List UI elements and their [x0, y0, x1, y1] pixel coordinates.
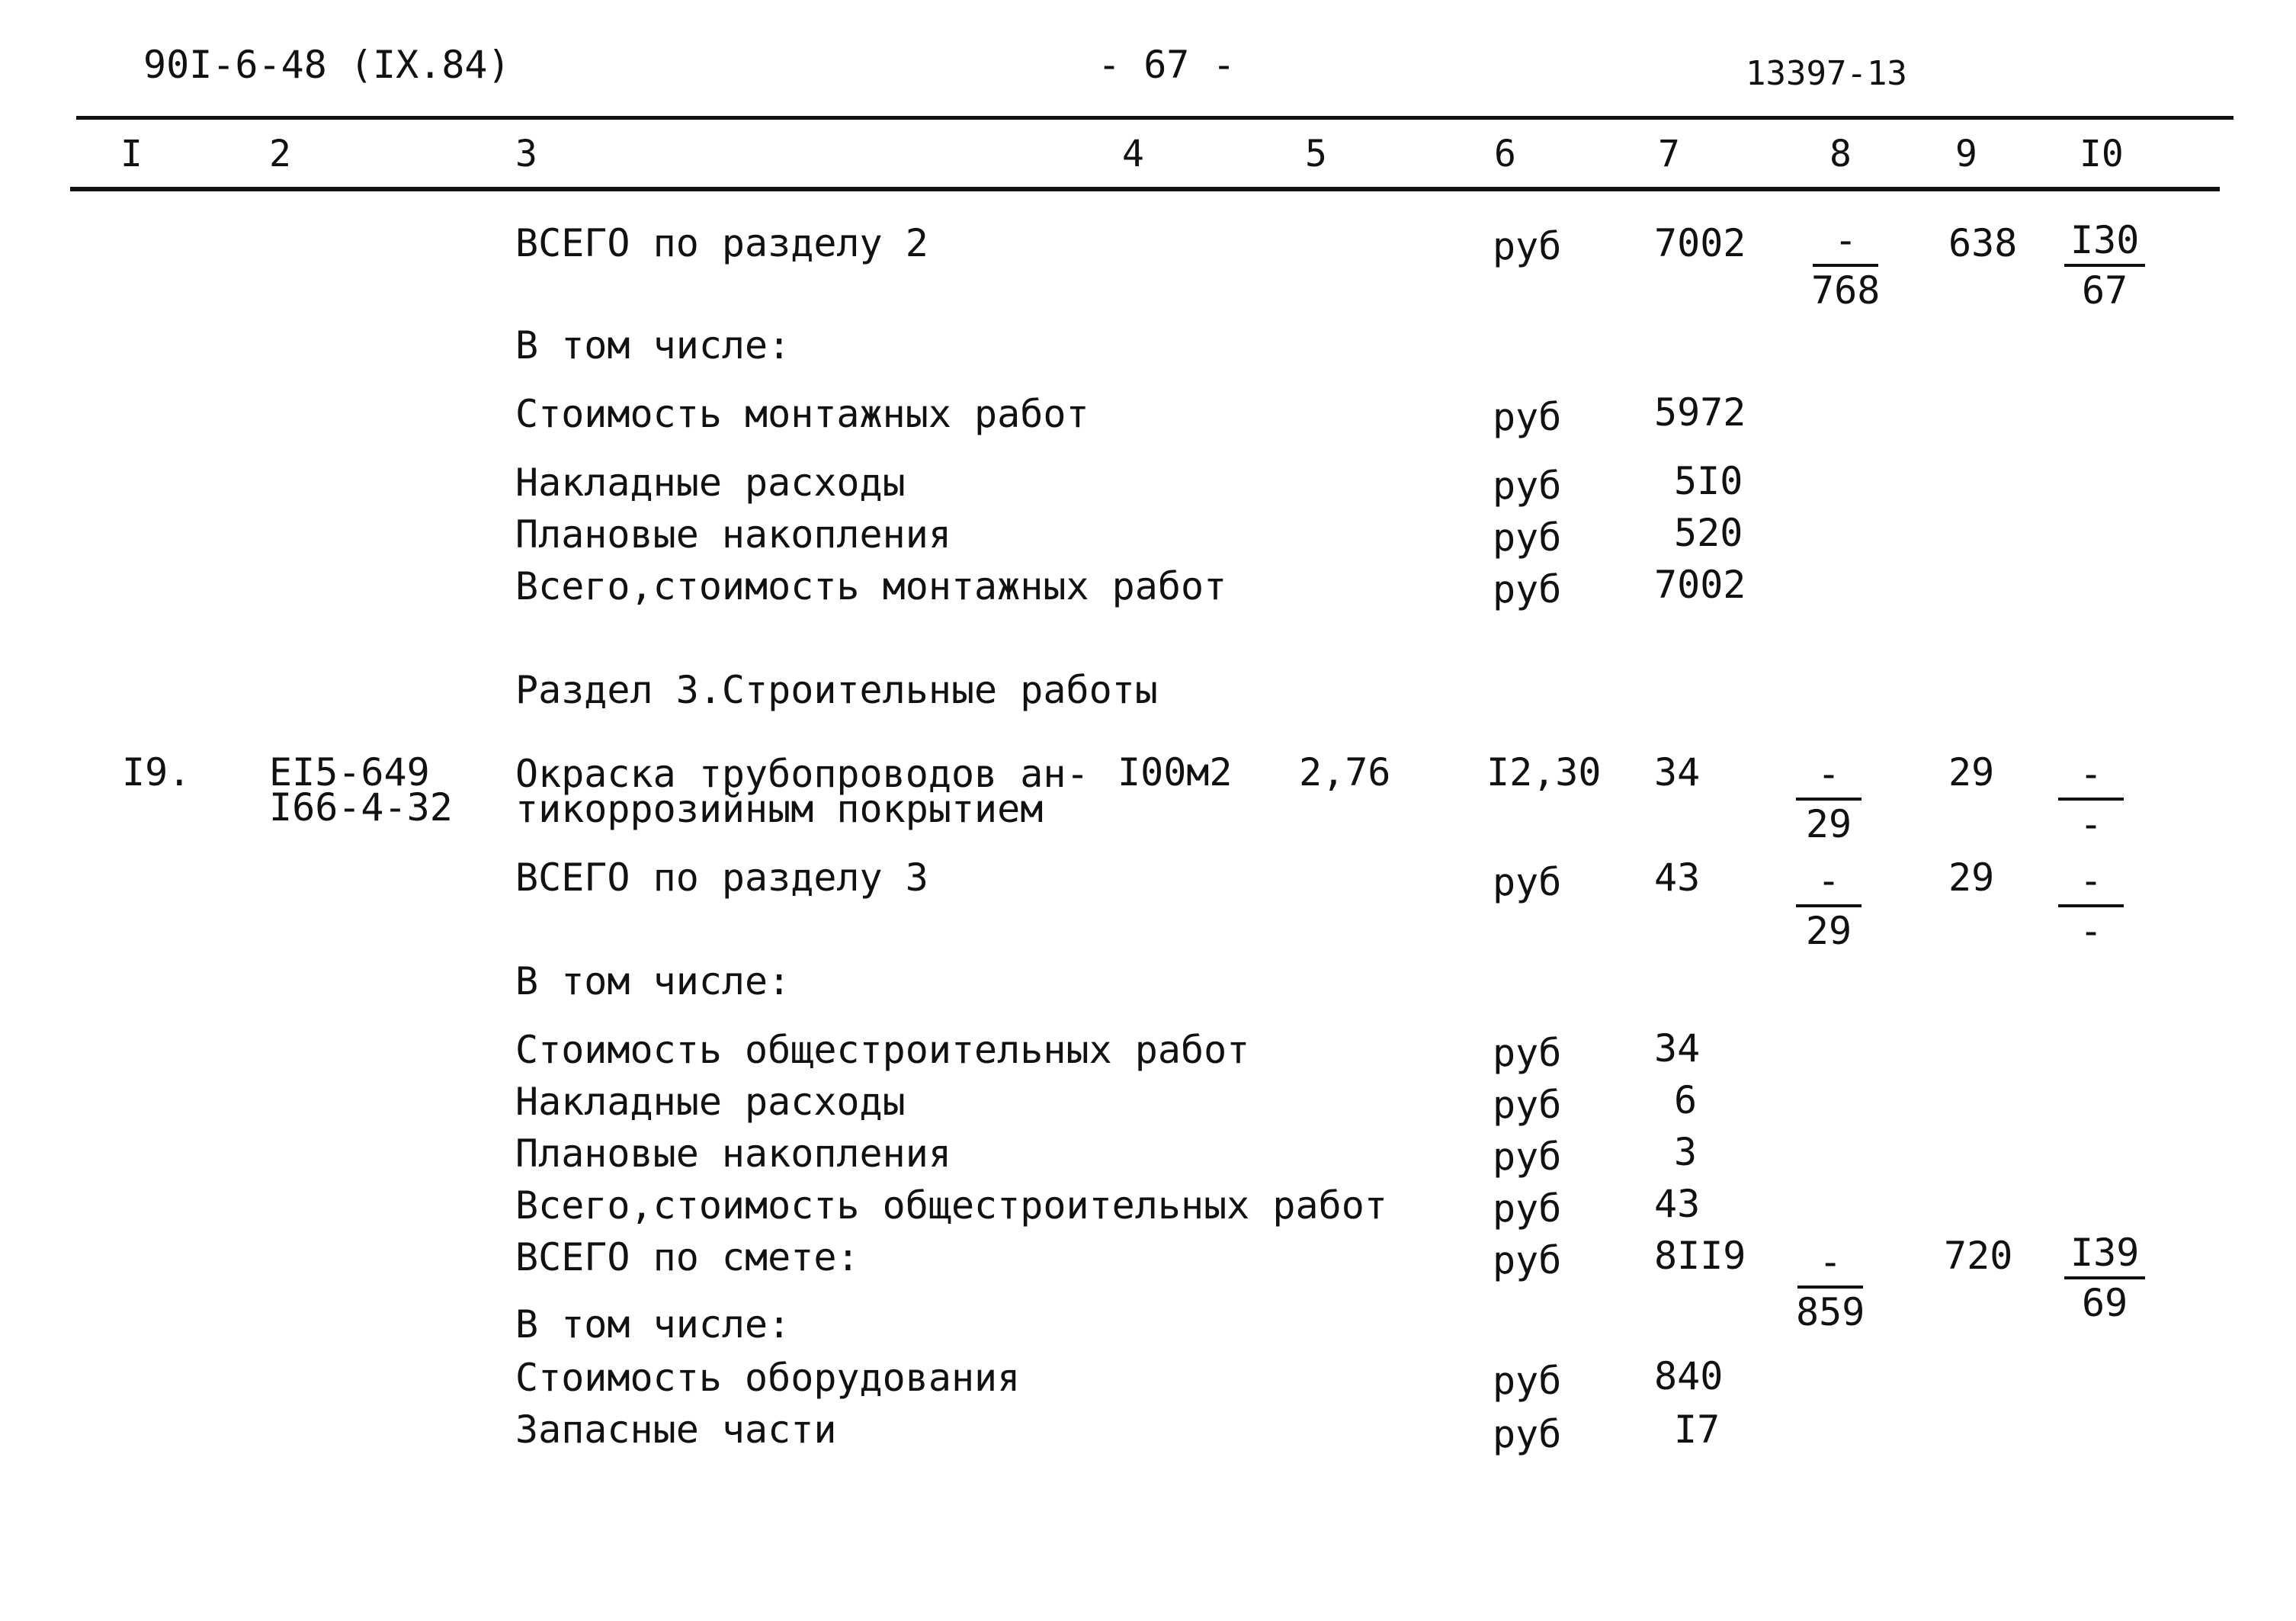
fraction-numerator: - [1796, 755, 1861, 801]
section3-total-col7: 43 [1654, 855, 1701, 900]
fraction-numerator: - [1797, 1243, 1863, 1289]
column-header-6: 6 [1494, 133, 1516, 175]
fraction-numerator: I30 [2064, 221, 2145, 267]
section2-row-label: Накладные расходы [515, 461, 906, 505]
item-price: I2,30 [1486, 750, 1602, 794]
section2-row-unit: руб [1493, 567, 1562, 611]
section3-row-unit: руб [1493, 1083, 1562, 1127]
column-header-4: 4 [1122, 133, 1144, 175]
fraction-denominator: 29 [1805, 909, 1852, 953]
item-number: I9. [122, 750, 191, 794]
page-number: - 67 - [1098, 43, 1236, 87]
item-unit: I00м2 [1118, 750, 1233, 794]
fraction-denominator: 768 [1811, 268, 1881, 313]
fraction-numerator: I39 [2064, 1234, 2145, 1279]
section3-row-label: Накладные расходы [515, 1080, 906, 1124]
item-description-line1: Окраска трубопроводов ан- [515, 752, 1089, 796]
estimate-row-unit: руб [1493, 1359, 1562, 1403]
section2-row-value: 7002 [1654, 563, 1746, 607]
estimate-total-col9: 720 [1944, 1234, 2013, 1278]
fraction-denominator: 859 [1796, 1290, 1865, 1334]
section3-total-col10 [2058, 859, 2124, 953]
section2-total-col8 [1811, 218, 1881, 313]
section3-total-unit: руб [1493, 860, 1562, 904]
estimate-row-value: I7 [1674, 1408, 1720, 1452]
item-col9: 29 [1948, 750, 1995, 794]
fraction-denominator: - [2079, 802, 2103, 846]
estimate-row-label: Запасные части [515, 1408, 837, 1452]
column-header-9: 9 [1955, 133, 1977, 175]
section2-row-value: 5972 [1654, 390, 1746, 435]
fraction-denominator: 67 [2082, 268, 2128, 313]
estimate-total-col7: 8II9 [1654, 1234, 1746, 1278]
estimate-total-col8 [1796, 1240, 1865, 1334]
column-header-7: 7 [1658, 133, 1680, 175]
estimate-row-unit: руб [1493, 1412, 1562, 1456]
section2-row-value: 5I0 [1674, 459, 1743, 503]
section3-row-value: 34 [1654, 1026, 1701, 1071]
section2-breakdown-heading: В том числе: [515, 323, 791, 368]
section2-row-unit: руб [1493, 464, 1562, 508]
estimate-row-label: Стоимость оборудования [515, 1356, 1021, 1400]
section2-total-col9: 638 [1948, 221, 2018, 265]
fraction-denominator: - [2079, 909, 2103, 953]
section3-row-value: 6 [1674, 1078, 1698, 1122]
column-header-2: 2 [269, 133, 291, 175]
column-header-8: 8 [1829, 133, 1852, 175]
section3-row-value: 43 [1654, 1182, 1701, 1226]
section2-row-label: Стоимость монтажных работ [515, 392, 1089, 436]
estimate-total-unit: руб [1493, 1238, 1562, 1282]
fraction-numerator: - [2058, 862, 2124, 907]
section3-row-unit: руб [1493, 1186, 1562, 1231]
estimate-total-label: ВСЕГО по смете: [515, 1235, 860, 1279]
item-code-line2: I66-4-32 [269, 785, 453, 830]
section3-total-col8 [1796, 859, 1861, 953]
item-quantity: 2,76 [1299, 750, 1391, 794]
item-col7: 34 [1654, 750, 1701, 794]
section3-row-label: Плановые накопления [515, 1131, 951, 1176]
document-number: 13397-13 [1746, 54, 1907, 93]
section3-breakdown-heading: В том числе: [515, 959, 791, 1003]
section2-row-unit: руб [1493, 515, 1562, 560]
section3-row-label: Всего,стоимость общестроительных работ [515, 1183, 1387, 1228]
section2-row-value: 520 [1674, 511, 1743, 555]
section2-total-col7: 7002 [1654, 221, 1746, 265]
section3-row-unit: руб [1493, 1135, 1562, 1179]
document-code: 90I-6-48 (IX.84) [143, 43, 511, 87]
column-header-10: I0 [2080, 133, 2124, 175]
fraction-denominator: 69 [2082, 1281, 2128, 1325]
column-header-5: 5 [1305, 133, 1327, 175]
section3-total-col9: 29 [1948, 855, 1995, 900]
fraction-numerator: - [1796, 862, 1861, 907]
item-description-line2: тикоррозийным покрытием [515, 787, 1044, 831]
section2-total-col10 [2064, 218, 2145, 313]
column-header-3: 3 [515, 133, 537, 175]
section3-row-value: 3 [1674, 1130, 1698, 1174]
column-header-1: I [120, 133, 143, 175]
section2-total-unit: руб [1493, 224, 1562, 268]
item-col10 [2058, 752, 2124, 846]
section3-row-label: Стоимость общестроительных работ [515, 1028, 1250, 1072]
item-col8 [1796, 752, 1861, 846]
section2-row-label: Плановые накопления [515, 512, 951, 557]
section3-row-unit: руб [1493, 1031, 1562, 1075]
estimate-row-value: 840 [1654, 1354, 1724, 1398]
item-code-line1: EI5-649 [269, 750, 430, 794]
header-bottom-rule [70, 187, 2220, 191]
fraction-numerator: - [1813, 221, 1878, 267]
estimate-total-col10 [2064, 1231, 2145, 1325]
header-top-rule [76, 116, 2233, 120]
section2-row-label: Всего,стоимость монтажных работ [515, 564, 1227, 608]
fraction-denominator: 29 [1805, 802, 1852, 846]
section3-title: Раздел 3.Строительные работы [515, 668, 1158, 712]
section3-total-label: ВСЕГО по разделу 3 [515, 855, 928, 900]
estimate-breakdown-heading: В том числе: [515, 1302, 791, 1347]
fraction-numerator: - [2058, 755, 2124, 801]
section2-row-unit: руб [1493, 395, 1562, 439]
section2-total-label: ВСЕГО по разделу 2 [515, 221, 928, 265]
